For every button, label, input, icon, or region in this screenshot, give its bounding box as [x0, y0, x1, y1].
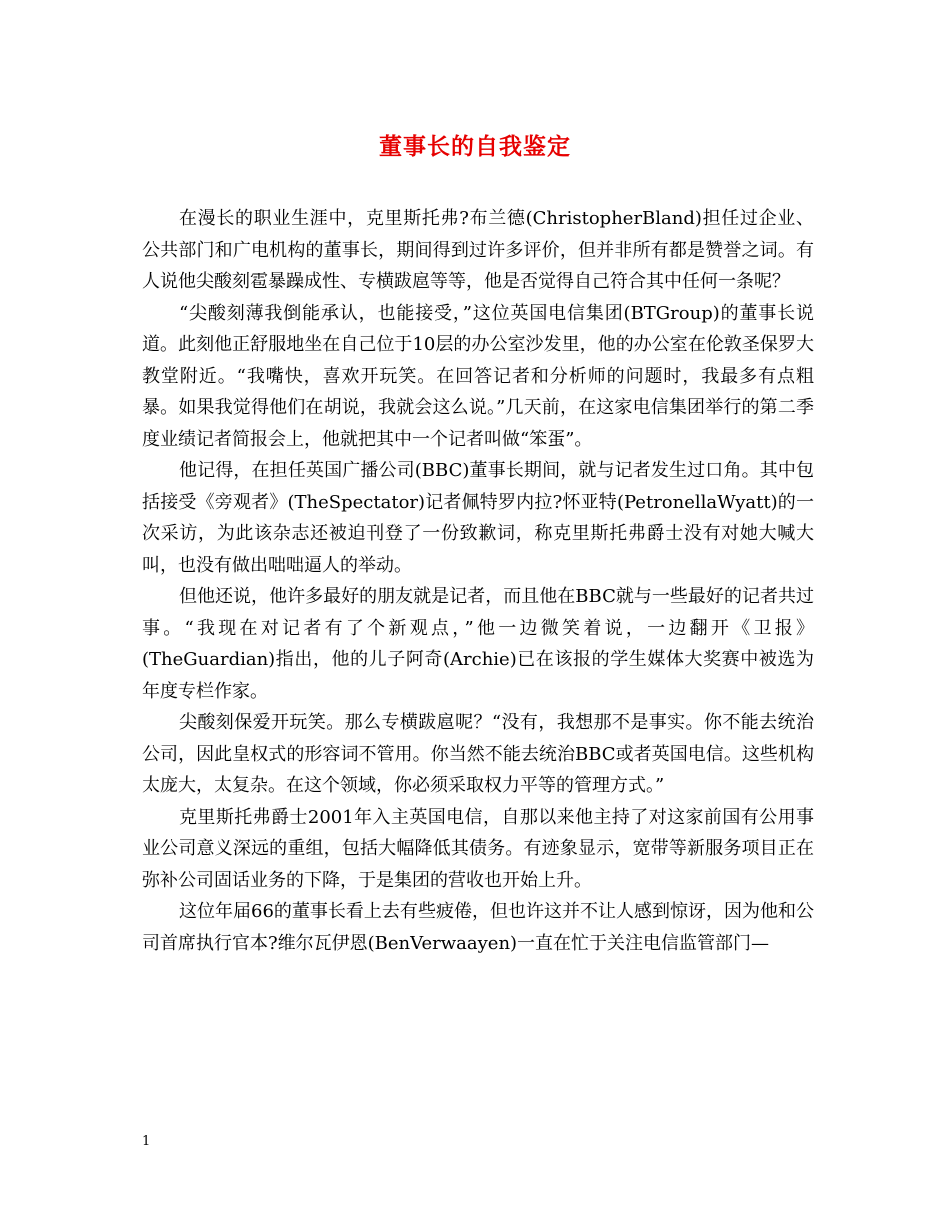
paragraph: “尖酸刻薄我倒能承认，也能接受，”这位英国电信集团(BTGroup)的董事长说道。此刻他正舒服地坐在自己位于10层的办公室沙发里，他的办公室在伦敦圣保罗大教堂附近。“我嘴快，喜欢开玩笑。在回答记者和分析师的问题时，我最多有点粗暴。如果我觉得他们在胡说，我就会这么说。”几天前，在这家电信集团举行的第二季度业绩记者简报会上，他就把其中一个记者叫做“笨蛋”。 — [142, 302, 814, 450]
paragraph: 他记得，在担任英国广播公司(BBC)董事长期间，就与记者发生过口角。其中包括接受《旁观者》(TheSpectator)记者佩特罗内拉?怀亚特(PetronellaWyatt)的一次采访，为此该杂志还被迫刊登了一份致歉词，称克里斯托弗爵士没有对她大喊大叫，也没有做出咄咄逼人的举动。 — [142, 460, 814, 576]
paragraph: 这位年届66的董事长看上去有些疲倦，但也许这并不让人感到惊讶，因为他和公司首席执行官本?维尔瓦伊恩(BenVerwaayen)一直在忙于关注电信监管部门— — [142, 901, 814, 954]
document-body — [142, 203, 814, 959]
page-number: 1 — [142, 1134, 151, 1149]
paragraph: 尖酸刻保爱开玩笑。那么专横跋扈呢？“没有，我想那不是事实。你不能去统治公司，因此皇权式的形容词不管用。你当然不能去统治BBC或者英国电信。这些机构太庞大，太复杂。在这个领域，你必须采取权力平等的管理方式。” — [142, 712, 814, 796]
document-title: 董事长的自我鉴定 — [379, 133, 571, 160]
paragraph: 但他还说，他许多最好的朋友就是记者，而且他在BBC就与一些最好的记者共过事。“我现在对记者有了个新观点，”他一边微笑着说，一边翻开《卫报》(TheGuardian)指出，他的儿子阿奇(Archie)已在该报的学生媒体大奖赛中被选为年度专栏作家。 — [142, 586, 814, 702]
paragraph: 在漫长的职业生涯中，克里斯托弗?布兰德(ChristopherBland)担任过企业、公共部门和广电机构的董事长，期间得到过许多评价，但并非所有都是赞誉之词。有人说他尖酸刻雹暴躁成性、专横跋扈等等，他是否觉得自己符合其中任何一条呢？ — [142, 208, 814, 292]
paragraph: 克里斯托弗爵士2001年入主英国电信，自那以来他主持了对这家前国有公用事业公司意义深远的重组，包括大幅降低其债务。有迹象显示，宽带等新服务项目正在弥补公司固话业务的下降，于是集团的营收也开始上升。 — [142, 806, 814, 891]
